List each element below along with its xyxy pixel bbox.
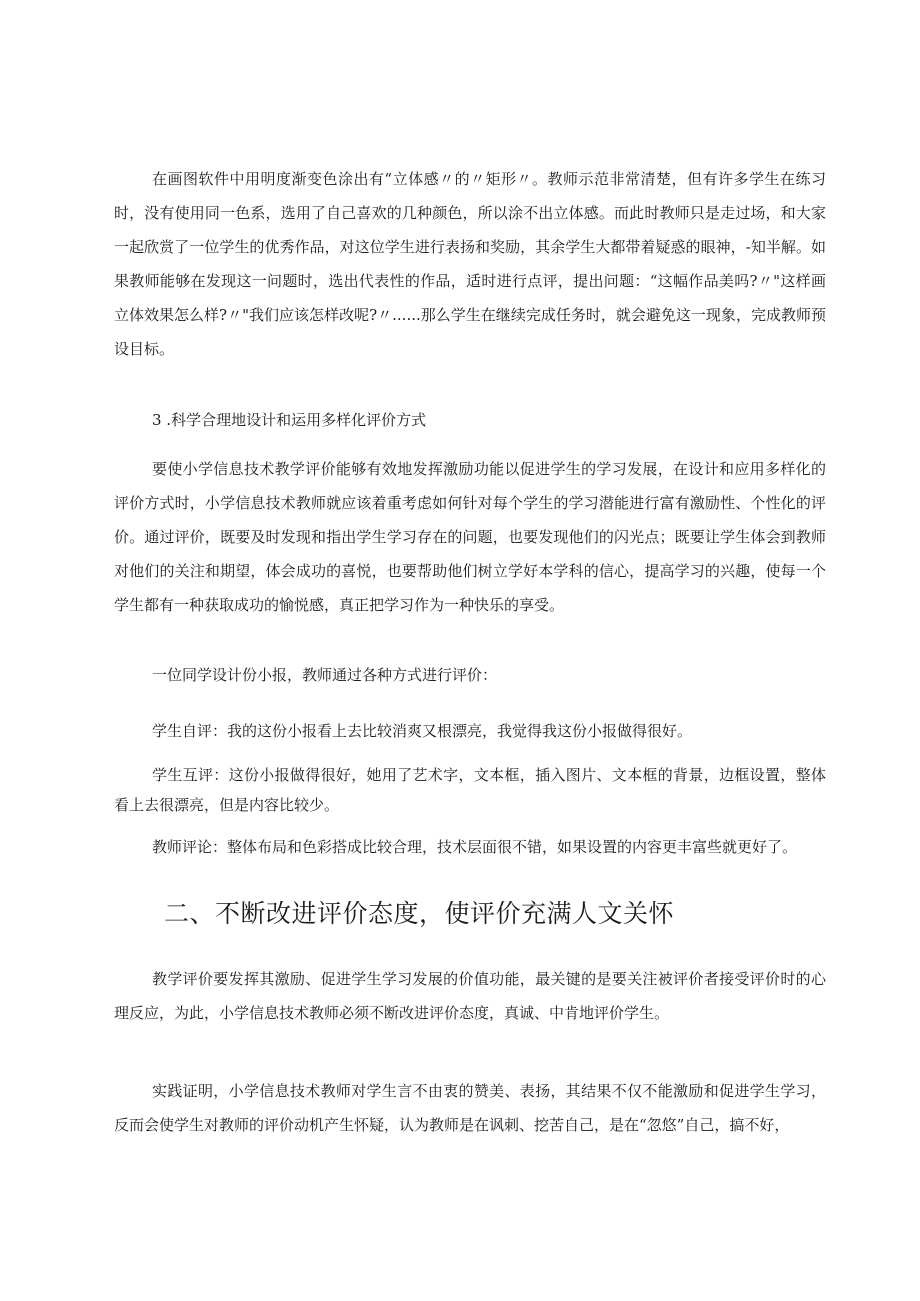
- paragraph-peer-evaluation: 学生互评：这份小报做得很好，她用了艺术字，文本框，插入图片、文本框的背景，边框设置，整体看上去很漂亮，但是内容比较少。: [114, 766, 826, 814]
- section-3-title: 3 .科学合理地设计和运用多样化评价方式: [152, 411, 427, 429]
- paragraph-drawing-example: 在画图软件中用明度渐变色涂出有“立体感〃的〃矩形〃。教师示范非常清楚，但有许多学生在练习时，没有使用同一色系，选用了自己喜欢的几种颜色，所以涂不出立体感。而此时教师只是走过场，和大家一起欣赏了一位学生的优秀作品，对这位学生进行表扬和奖励，其余学生大都带着疑惑的眼神，-知半解。如果教师能够在发现这一问题时，选出代表性的作品，适时进行点评，提出问题：“这幅作品美吗?〃"这样画立体效果怎么样?〃"我们应该怎样改呢?〃......那么学生在继续完成任务时，就会避免这一现象，完成教师预设目标。: [114, 170, 826, 358]
- section-2-heading: 二、不断改进评价态度，使评价充满人文关怀: [164, 899, 675, 928]
- paragraph-attitude: 教学评价要发挥其激励、促进学生学习发展的价值功能，最关键的是要关注被评价者接受评价时的心理反应，为此，小学信息技术教师必须不断改进评价态度，真诚、中肯地评价学生。: [114, 970, 826, 1022]
- paragraph-teacher-comment: 教师评论：整体布局和色彩搭成比较合理，技术层面很不错，如果设置的内容更丰富些就更好了。: [152, 838, 798, 856]
- paragraph-evaluation-methods: 要使小学信息技术教学评价能够有效地发挥激励功能以促进学生的学习发展，在设计和应用多样化的评价方式时，小学信息技术教师就应该着重考虑如何针对每个学生的学习潜能进行富有激励性、个性化的评价。通过评价，既要及时发现和指出学生学习存在的问题，也要发现他们的闪光点；既要让学生体会到教师对他们的关注和期望，体会成功的喜悦，也要帮助他们树立学好本学科的信心，提高学习的兴趣，使每一个学生都有一种获取成功的愉悦感，真正把学习作为一种快乐的享受。: [114, 460, 826, 614]
- paragraph-self-evaluation: 学生自评：我的这份小报看上去比较消爽又根漂亮，我觉得我这份小报做得很好。: [152, 722, 693, 740]
- paragraph-newspaper-intro: 一位同学设计份小报，教师通过各种方式进行评价：: [152, 666, 498, 684]
- paragraph-practice-proof: 实践证明，小学信息技术教师对学生言不由衷的赞美、表扬，其结果不仅不能激励和促进学生学习，反而会使学生对教师的评价动机产生怀疑，认为教师是在讽刺、挖苦自己，是在“忽悠”自己，搞不好，: [114, 1082, 826, 1134]
